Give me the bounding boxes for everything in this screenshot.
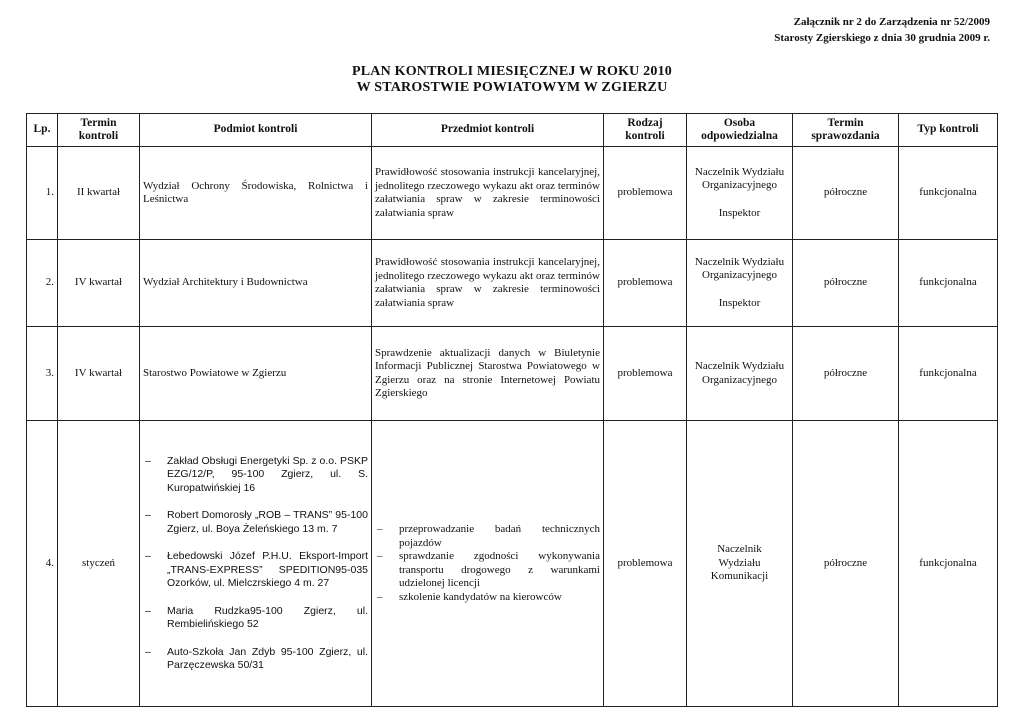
table-header-row: [27, 114, 998, 147]
row-podmiot: Wydział Architektury i Budownictwa: [140, 240, 372, 327]
annex-header: [774, 14, 990, 46]
row-typ: funkcjonalna: [899, 240, 998, 327]
table-row: [27, 147, 998, 240]
list-item: – Łebedowski Józef P.H.U. Eksport-Import „TRANS-EXPRESS” SPEDITION95-035 Ozorków, ul. Mielczrskiego 4 m. 27: [143, 550, 368, 591]
title-line-2: W STAROSTWIE POWIATOWYM W ZGIERZU: [356, 80, 668, 95]
row-przedmiot: Prawidłowość stosowania instrukcji kancelaryjnej, jednolitego rzeczowego wykazu akt oraz terminów załatwiania spraw w zakresie terminowości załatwiania spraw: [372, 240, 604, 327]
annex-line-2: Starosty Zgierskiego z dnia 30 grudnia 2009 r.: [774, 32, 990, 44]
row-termin: II kwartał: [58, 147, 140, 240]
row-osoba: [687, 240, 793, 327]
header-podmiot: Podmiot kontroli: [140, 114, 372, 147]
row-osoba-naczelnik: Naczelnik Wydziału Komunikacji: [710, 543, 769, 583]
row-rodzaj: problemowa: [604, 421, 687, 707]
row-podmiot: Starostwo Powiatowe w Zgierzu: [140, 327, 372, 421]
header-typ: Typ kontroli: [899, 114, 998, 147]
row-przedmiot: Sprawdzenie aktualizacji danych w Biuletynie Informacji Publicznej Starostwa Powiatowego w Zgierzu oraz na stronie Internetowej Powiatu Zgierskiego: [372, 327, 604, 421]
row-rodzaj: problemowa: [604, 147, 687, 240]
row-podmiot: Wydział Ochrony Środowiska, Rolnictwa i Leśnictwa: [140, 147, 372, 240]
row-osoba-inspektor: Inspektor: [718, 296, 761, 309]
row-osoba: [687, 421, 793, 707]
row-osoba: [687, 147, 793, 240]
row-lp: 4.: [27, 421, 58, 707]
table-row: [27, 327, 998, 421]
row-lp: 1.: [27, 147, 58, 240]
list-item: – Maria Rudzka95-100 Zgierz, ul. Rembielińskiego 52: [143, 605, 368, 632]
table-row: [27, 421, 998, 707]
row-lp: 2.: [27, 240, 58, 327]
row-sprawozdanie: półroczne: [793, 327, 899, 421]
row-rodzaj: problemowa: [604, 240, 687, 327]
row-przedmioty: [372, 421, 604, 707]
row-sprawozdanie: półroczne: [793, 147, 899, 240]
row-podmioty: [140, 421, 372, 707]
annex-line-1: Załącznik nr 2 do Zarządzenia nr 52/2009: [793, 16, 990, 28]
row-przedmiot: Prawidłowość stosowania instrukcji kancelaryjnej, jednolitego rzeczowego wykazu akt oraz terminów załatwiania spraw w zakresie terminowości załatwiania spraw: [372, 147, 604, 240]
title-line-1: PLAN KONTROLI MIESIĘCZNEJ W ROKU 2010: [352, 64, 672, 79]
header-przedmiot: Przedmiot kontroli: [372, 114, 604, 147]
row-lp: 3.: [27, 327, 58, 421]
row-typ: funkcjonalna: [899, 421, 998, 707]
row-osoba-inspektor: Inspektor: [718, 206, 761, 219]
list-item: – przeprowadzanie badań technicznych pojazdów: [375, 523, 600, 550]
document-title: [0, 64, 1024, 96]
row-typ: funkcjonalna: [899, 327, 998, 421]
row-osoba: Naczelnik Wydziału Organizacyjnego: [687, 327, 793, 421]
row-sprawozdanie: półroczne: [793, 421, 899, 707]
list-item: – sprawdzanie zgodności wykonywania transportu drogowego z warunkami udzielonej licencji: [375, 550, 600, 591]
header-termin-sprawozdania: Termin sprawozdania: [793, 114, 899, 147]
list-item: – Zakład Obsługi Energetyki Sp. z o.o. PSKP EZG/12/P, 95-100 Zgierz, ul. S. Kuropatwińskiej 16: [143, 455, 368, 496]
table-row: [27, 240, 998, 327]
row-termin: styczeń: [58, 421, 140, 707]
header-osoba: Osoba odpowiedzialna: [687, 114, 793, 147]
header-termin-kontroli: Termin kontroli: [58, 114, 140, 147]
row-sprawozdanie: półroczne: [793, 240, 899, 327]
list-item: – Robert Domorosły „ROB – TRANS” 95-100 Zgierz, ul. Boya Żeleńskiego 13 m. 7: [143, 509, 368, 536]
list-item: – szkolenie kandydatów na kierowców: [375, 591, 600, 605]
header-lp: Lp.: [27, 114, 58, 147]
list-item: – Auto-Szkoła Jan Zdyb 95-100 Zgierz, ul. Parzęczewska 50/31: [143, 646, 368, 673]
row-termin: IV kwartał: [58, 327, 140, 421]
control-plan-table: [26, 113, 998, 707]
row-typ: funkcjonalna: [899, 147, 998, 240]
row-osoba-naczelnik: Naczelnik Wydziału Organizacyjnego: [694, 255, 785, 282]
row-rodzaj: problemowa: [604, 327, 687, 421]
header-rodzaj: Rodzaj kontroli: [604, 114, 687, 147]
row-osoba-naczelnik: Naczelnik Wydziału Organizacyjnego: [694, 165, 785, 192]
row-termin: IV kwartał: [58, 240, 140, 327]
